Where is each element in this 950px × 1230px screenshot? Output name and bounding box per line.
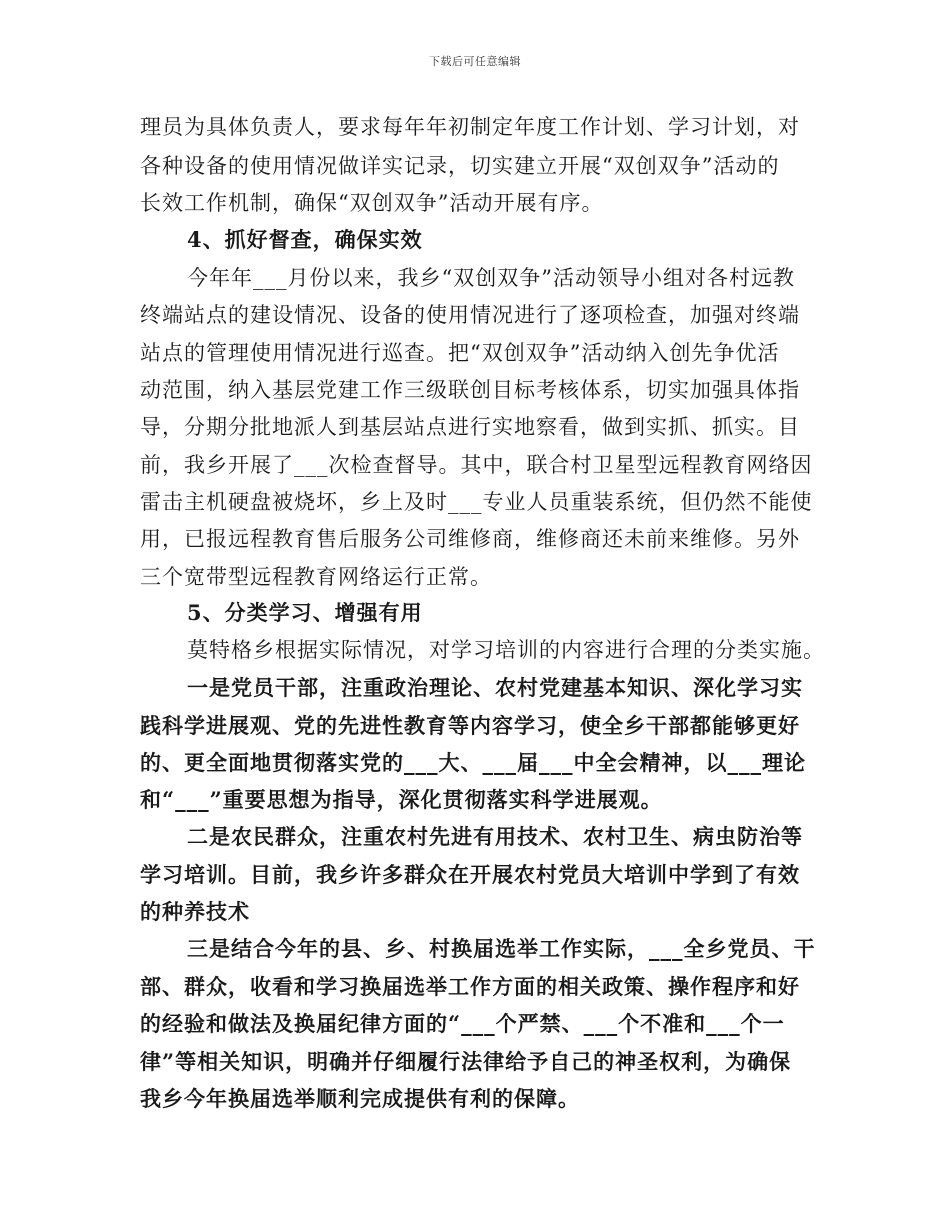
paragraph-line: 前，我乡开展了___次检查督导。其中，联合村卫星型远程教育网络因 (140, 453, 813, 477)
paragraph-line: 理员为具体负责人，要求每年年初制定年度工作计划、学习计划，对 (140, 115, 800, 139)
paragraph-line: 的种养技术 (140, 899, 250, 924)
paragraph-line: 的经验和做法及换届纪律方面的“___个严禁、___个不准和___个一 (140, 1011, 785, 1036)
paragraph-line: 律”等相关知识，明确并仔细履行法律给予自己的神圣权利，为确保 (140, 1049, 792, 1074)
paragraph-line: 终端站点的建设情况、设备的使用情况进行了逐项检查，加强对终端 (140, 303, 800, 327)
section-heading: 5、分类学习、增强有用 (187, 600, 423, 625)
paragraph-line: 和“___”重要思想为指导，深化贯彻落实科学进展观。 (140, 787, 663, 812)
page-header: 下载后可任意编辑 (429, 55, 521, 68)
paragraph-line: 三个宽带型远程教育网络运行正常。 (140, 565, 492, 589)
paragraph-line: 部、群众，收看和学习换届选举工作方面的相关政策、操作程序和好 (140, 974, 800, 999)
paragraph-line: 用，已报远程教育售后服务公司维修商，维修商还未前来维修。另外 (140, 527, 800, 551)
section-heading: 4、抓好督查，确保实效 (187, 227, 423, 252)
paragraph-line: 雷击主机硬盘被烧坏，乡上及时___专业人员重装系统，但仍然不能使 (140, 490, 813, 514)
paragraph-line: 二是农民群众，注重农村先进有用技术、农村卫生、病虫防治等 (187, 824, 803, 849)
paragraph-line: 各种设备的使用情况做详实记录，切实建立开展“双创双争”活动的 (140, 154, 780, 178)
paragraph-line: 站点的管理使用情况进行巡查。把“双创双争”活动纳入创先争优活 (140, 341, 780, 365)
paragraph-line: 动范围，纳入基层党建工作三级联创目标考核体系，切实加强具体指 (140, 378, 800, 402)
paragraph-line: 一是党员干部，注重政治理论、农村党建基本知识、深化学习实 (187, 675, 803, 700)
paragraph-line: 今年年___月份以来，我乡“双创双争”活动领导小组对各村远教 (187, 266, 795, 290)
paragraph-line: 莫特格乡根据实际情况，对学习培训的内容进行合理的分类实施。 (187, 638, 825, 662)
paragraph-line: 我乡今年换届选举顺利完成提供有利的保障。 (140, 1086, 580, 1111)
paragraph-line: 三是结合今年的县、乡、村换届选举工作实际，___全乡党员、干 (187, 936, 816, 961)
paragraph-line: 学习培训。目前，我乡许多群众在开展农村党员大培训中学到了有效 (140, 862, 800, 887)
paragraph-line: 践科学进展观、党的先进性教育等内容学习，使全乡干部都能够更好 (140, 713, 800, 738)
paragraph-line: 导，分期分批地派人到基层站点进行实地察看，做到实抓、抓实。目 (140, 415, 800, 439)
paragraph-line: 长效工作机制，确保“双创双争”活动开展有序。 (140, 191, 604, 215)
paragraph-line: 的、更全面地贯彻落实党的___大、___届___中全会精神，以___理论 (140, 750, 806, 775)
